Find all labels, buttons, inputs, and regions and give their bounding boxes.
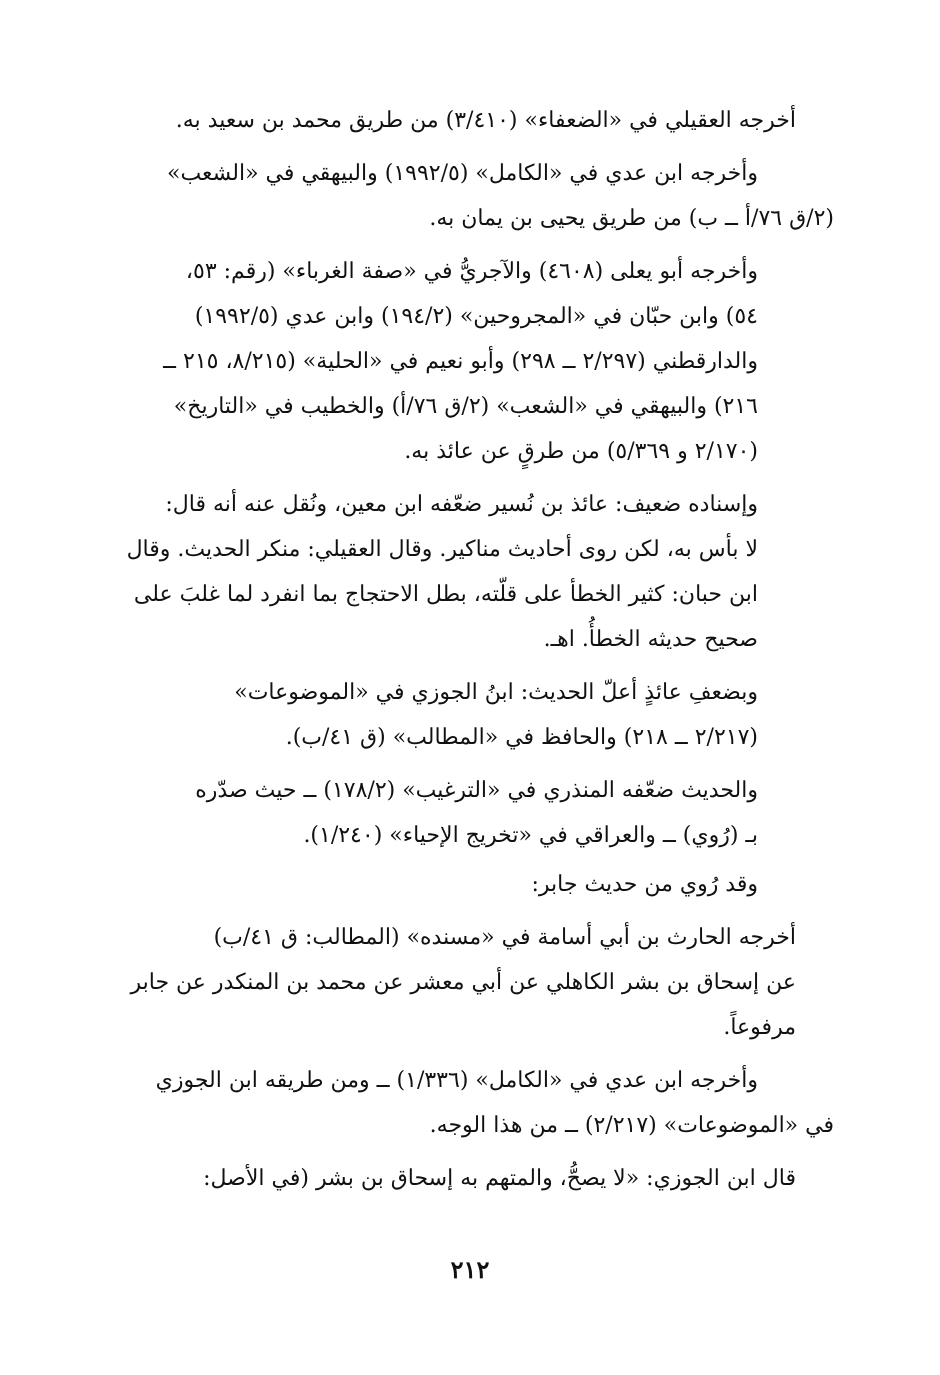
paragraph-3: [96, 249, 796, 474]
paragraph-9: [96, 1058, 834, 1148]
text-line: والدارقطني (٢/٢٩٧ ــ ٢٩٨) وأبو نعيم في «الحلية» (٨/٢١٥، ٢١٥ ــ: [163, 349, 758, 374]
paragraph-5: [96, 670, 796, 760]
paragraph-6: [96, 768, 796, 858]
text-line: أخرجه العقيلي في «الضعفاء» (٣/٤١٠) من طريق محمد بن سعيد به.: [175, 108, 796, 133]
text-line: وأخرجه أبو يعلى (٤٦٠٨) والآجريُّ في «صفة الغرباء» (رقم: ٥٣،: [185, 259, 758, 284]
paragraph-1: [96, 98, 796, 143]
paragraph-2: [96, 151, 834, 241]
paragraph-8: [96, 915, 796, 1050]
text-line: (٢/٢١٧ ــ ٢١٨) والحافظ في «المطالب» (ق ٤١/ب).: [285, 725, 758, 750]
text-line: ٢١٦) والبيهقي في «الشعب» (٢/ق ٧٦/أ) والخطيب في «التاريخ»: [173, 394, 758, 419]
text-line: قال ابن الجوزي: «لا يصحُّ، والمتهم به إسحاق بن بشر (في الأصل:: [203, 1166, 796, 1191]
text-line: وقد رُوي من حديث جابر:: [531, 872, 758, 897]
text-line: وأخرجه ابن عدي في «الكامل» (١/٣٣٦) ــ ومن طريقه ابن الجوزي: [155, 1068, 758, 1093]
text-line: في «الموضوعات» (٢/٢١٧) ــ من هذا الوجه.: [429, 1113, 834, 1138]
text-line: ٥٤) وابن حبّان في «المجروحين» (١٩٤/٢) وابن عدي (١٩٩٢/٥): [194, 304, 758, 329]
paragraph-4: [96, 482, 796, 662]
text-line: وإسناده ضعيف: عائذ بن نُسير ضعّفه ابن معين، ونُقل عنه أنه قال:: [165, 492, 758, 517]
text-line: وبضعفِ عائذٍ أعلّ الحديث: ابنُ الجوزي في «الموضوعات»: [234, 680, 758, 705]
text-line: ابن حبان: كثير الخطأ على قلّته، بطل الاحتجاج بما انفرد لما غلبَ على: [133, 582, 758, 607]
paragraph-7: [96, 862, 796, 907]
text-line: أخرجه الحارث بن أبي أسامة في «مسنده» (المطالب: ق ٤١/ب): [213, 925, 796, 950]
text-line: عن إسحاق بن بشر الكاهلي عن أبي معشر عن محمد بن المنكدر عن جابر: [130, 970, 796, 995]
page-number: ٢١٢: [450, 1255, 490, 1284]
text-line: (٢/١٧٠ و ٥/٣٦٩) من طرقٍ عن عائذ به.: [404, 439, 758, 464]
text-line: مرفوعاً.: [723, 1015, 796, 1040]
text-line: صحيح حديثه الخطأُ. اهـ.: [543, 627, 758, 652]
text-line: بـ (رُوي) ــ والعراقي في «تخريج الإحياء» (١/٢٤٠).: [303, 823, 758, 848]
text-line: (٢/ق ٧٦/أ ــ ب) من طريق يحيى بن يمان به.: [429, 206, 834, 231]
body-text: [96, 98, 834, 1209]
text-line: وأخرجه ابن عدي في «الكامل» (١٩٩٢/٥) والبيهقي في «الشعب»: [166, 161, 758, 186]
text-line: لا بأس به، لكن روى أحاديث مناكير. وقال العقيلي: منكر الحديث. وقال: [126, 537, 758, 562]
paragraph-10: [96, 1156, 796, 1201]
text-line: والحديث ضعّفه المنذري في «الترغيب» (١٧٨/٢) ــ حيث صدّره: [195, 778, 758, 803]
